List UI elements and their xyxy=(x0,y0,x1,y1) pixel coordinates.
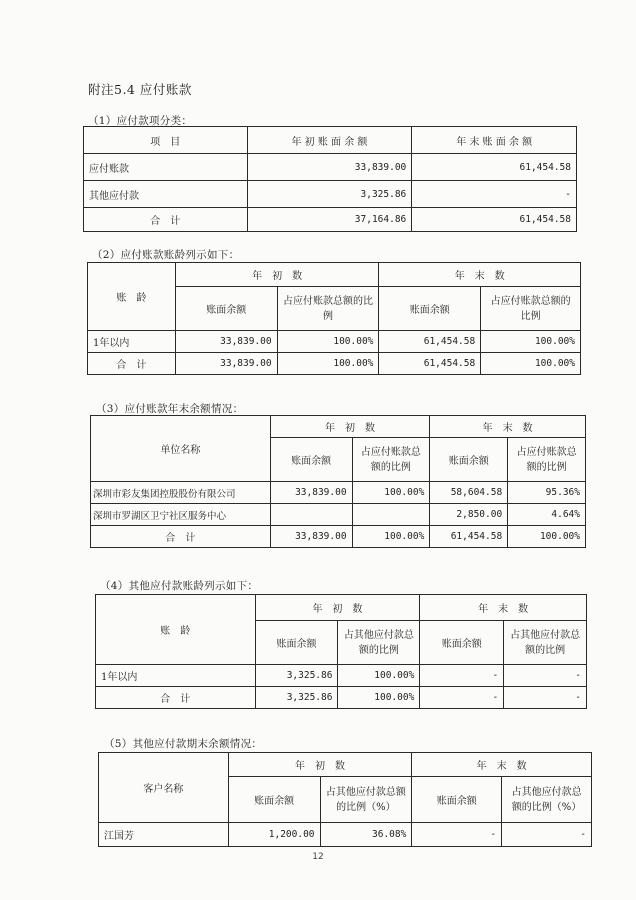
header-item: 项 目 xyxy=(84,127,248,154)
cell-value: - xyxy=(504,687,587,709)
subheader-balance: 账面余额 xyxy=(420,621,504,665)
cell-value: 1,200.00 xyxy=(228,823,320,847)
cell-value: 100.00% xyxy=(338,687,420,709)
cell-value: - xyxy=(412,823,502,847)
section-1-heading: （1）应付款项分类： xyxy=(88,115,193,127)
header-begin: 年 初 数 xyxy=(175,263,379,287)
page-number: 12 xyxy=(312,852,324,862)
header-end-balance: 年 末 账 面 余 额 xyxy=(412,127,577,154)
header-end: 年 末 数 xyxy=(412,753,592,777)
table-row xyxy=(88,331,581,353)
cell-value: - xyxy=(504,665,587,687)
cell-value: 37,164.86 xyxy=(247,208,412,232)
cell-value xyxy=(352,504,430,526)
cell-value: 61,454.58 xyxy=(412,208,577,232)
cell-value: 33,839.00 xyxy=(175,353,277,375)
cell-value: 3,325.86 xyxy=(247,181,412,208)
section-4-heading: （4）其他应付款账龄列示如下： xyxy=(100,580,259,592)
cell-label: 合 计 xyxy=(84,208,248,232)
cell-label: 合 计 xyxy=(88,353,176,375)
cell-value: 100.00% xyxy=(277,353,379,375)
section-2-heading: （2）应付账款账龄列示如下： xyxy=(92,249,240,261)
cell-label: 1年以内 xyxy=(88,331,176,353)
cell-value: 100.00% xyxy=(481,331,581,353)
table-other-payables-year-end xyxy=(98,752,592,847)
subheader-balance: 账面余额 xyxy=(175,287,277,331)
subheader-ratio: 占应付账款总额的比例 xyxy=(508,438,586,482)
table-row-total xyxy=(96,687,587,709)
cell-value: 61,454.58 xyxy=(412,154,577,181)
subheader-ratio: 占其他应付款总额的比例（%） xyxy=(502,777,592,823)
subheader-ratio: 占应付账款总额的比例 xyxy=(481,287,581,331)
header-customer-name: 客户名称 xyxy=(99,753,229,823)
cell-value: 33,839.00 xyxy=(175,331,277,353)
cell-value: 100.00% xyxy=(481,353,581,375)
section-3-heading: （3）应付账款年末余额情况： xyxy=(96,403,244,415)
subheader-ratio: 占其他应付款总额的比例 xyxy=(504,621,587,665)
table-row xyxy=(84,154,577,181)
cell-value: 3,325.86 xyxy=(255,687,338,709)
cell-value xyxy=(270,504,352,526)
table-row-total xyxy=(84,208,577,232)
table-payables-aging xyxy=(87,262,581,375)
table-row xyxy=(91,482,586,504)
cell-value: 33,839.00 xyxy=(247,154,412,181)
subheader-balance: 账面余额 xyxy=(228,777,320,823)
table-row xyxy=(91,504,586,526)
header-end: 年 末 数 xyxy=(420,595,587,621)
cell-value: 61,454.58 xyxy=(379,331,481,353)
cell-value: 100.00% xyxy=(277,331,379,353)
table-row-total xyxy=(88,353,581,375)
cell-value: 3,325.86 xyxy=(255,665,338,687)
subheader-ratio: 占应付账款总额的比例 xyxy=(352,438,430,482)
cell-label: 其他应付款 xyxy=(84,181,248,208)
cell-label: 江国芳 xyxy=(99,823,229,847)
cell-value: 100.00% xyxy=(352,526,430,548)
subheader-ratio: 占其他应付款总额的比例 xyxy=(338,621,420,665)
table-payables-year-end xyxy=(90,415,586,548)
header-aging: 账 龄 xyxy=(96,595,256,665)
cell-value: 2,850.00 xyxy=(430,504,508,526)
subheader-balance: 账面余额 xyxy=(270,438,352,482)
cell-value: 33,839.00 xyxy=(270,526,352,548)
cell-label: 1年以内 xyxy=(96,665,256,687)
table-row xyxy=(96,665,587,687)
header-begin: 年 初 数 xyxy=(255,595,420,621)
table-row xyxy=(99,823,592,847)
header-begin: 年 初 数 xyxy=(228,753,412,777)
cell-label: 应付账款 xyxy=(84,154,248,181)
cell-label: 合 计 xyxy=(91,526,271,548)
cell-value: 36.08% xyxy=(320,823,412,847)
table-row xyxy=(84,181,577,208)
cell-value: - xyxy=(420,665,504,687)
cell-value: 33,839.00 xyxy=(270,482,352,504)
cell-value: - xyxy=(502,823,592,847)
header-unit-name: 单位名称 xyxy=(91,416,271,482)
subheader-balance: 账面余额 xyxy=(255,621,338,665)
document-title: 附注5.4 应付账款 xyxy=(88,82,192,97)
header-aging: 账 龄 xyxy=(88,263,176,331)
subheader-ratio: 占其他应付款总额的比例（%） xyxy=(320,777,412,823)
header-end: 年 末 数 xyxy=(379,263,581,287)
header-begin: 年 初 数 xyxy=(270,416,430,438)
cell-value: 58,604.58 xyxy=(430,482,508,504)
subheader-balance: 账面余额 xyxy=(379,287,481,331)
cell-value: - xyxy=(412,181,577,208)
cell-label: 深圳市彩友集团控股股份有限公司 xyxy=(91,482,271,504)
cell-value: 4.64% xyxy=(508,504,586,526)
cell-value: - xyxy=(420,687,504,709)
subheader-balance: 账面余额 xyxy=(412,777,502,823)
header-begin-balance: 年 初 账 面 余 额 xyxy=(247,127,412,154)
cell-label: 深圳市罗湖区卫宁社区服务中心 xyxy=(91,504,271,526)
table-payables-classification xyxy=(83,126,577,232)
section-5-heading: （5）其他应付款期末余额情况： xyxy=(104,738,263,750)
cell-label: 合 计 xyxy=(96,687,256,709)
cell-value: 100.00% xyxy=(338,665,420,687)
cell-value: 61,454.58 xyxy=(430,526,508,548)
header-end: 年 末 数 xyxy=(430,416,586,438)
subheader-ratio: 占应付账款总额的比例 xyxy=(277,287,379,331)
cell-value: 100.00% xyxy=(508,526,586,548)
cell-value: 100.00% xyxy=(352,482,430,504)
subheader-balance: 账面余额 xyxy=(430,438,508,482)
table-other-payables-aging xyxy=(95,594,587,709)
cell-value: 95.36% xyxy=(508,482,586,504)
table-row-total xyxy=(91,526,586,548)
cell-value: 61,454.58 xyxy=(379,353,481,375)
